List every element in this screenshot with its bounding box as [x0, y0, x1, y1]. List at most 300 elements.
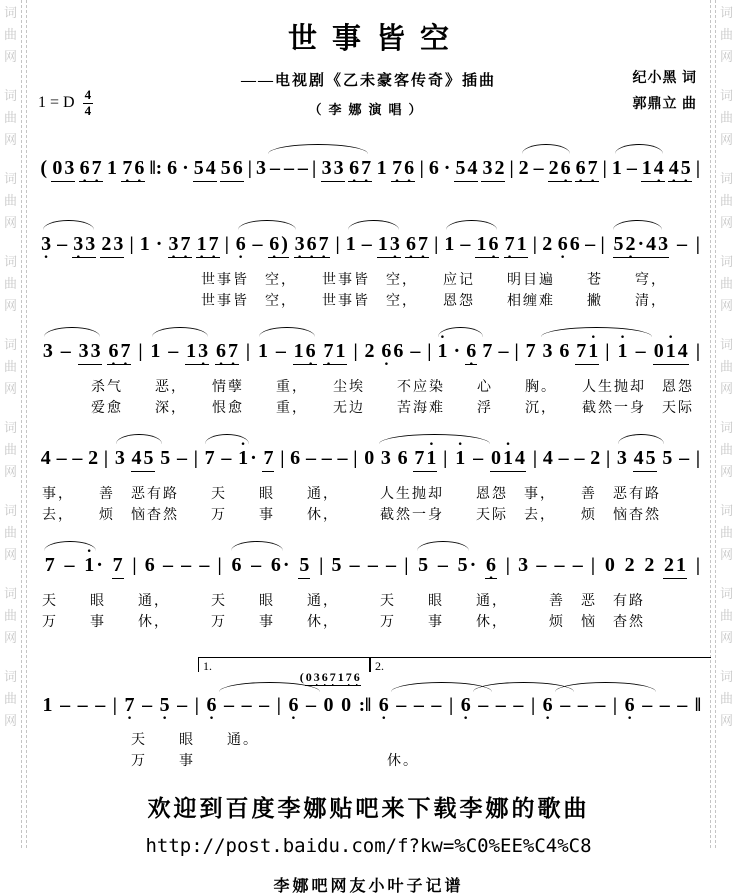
note: 6: [270, 554, 281, 576]
barline: |: [129, 234, 134, 255]
note: 3: [380, 447, 391, 469]
note: ·: [282, 554, 290, 576]
note-group: [257, 339, 269, 363]
note: · 1: [587, 339, 599, 363]
note: 3: [64, 157, 75, 179]
note: –: [349, 554, 360, 576]
note: –: [199, 554, 210, 576]
note-group: [196, 232, 220, 258]
note-group: [297, 156, 309, 180]
note-group: [594, 693, 606, 717]
note: 6 ·: [306, 232, 318, 256]
note: 5: [331, 554, 342, 576]
note-group: [413, 446, 437, 472]
watermark-text: [4, 670, 17, 727]
barline: |: [404, 555, 409, 576]
note: –: [283, 157, 294, 179]
barline: |: [695, 341, 701, 362]
note-group: [60, 339, 72, 363]
note: 6 ·: [268, 232, 280, 256]
note-group: [323, 693, 335, 717]
note: 3: [114, 447, 125, 469]
transcriber-credit: 李娜吧网友小叶子记谱: [273, 877, 464, 895]
note-group: [497, 339, 509, 363]
note-group: [114, 446, 126, 470]
note-group: [106, 156, 118, 180]
note-group: [481, 156, 505, 182]
music-system: [36, 537, 701, 633]
watermark-char: 词: [4, 586, 18, 601]
watermark-char: 词: [719, 171, 733, 186]
slur-arc: [116, 434, 162, 444]
slur-arc: [555, 682, 656, 692]
note: 5: [613, 233, 624, 255]
note-group: [465, 339, 477, 365]
slur-arc: [238, 220, 296, 230]
watermark-char: 词: [719, 88, 733, 103]
volta-label: 1.: [203, 659, 212, 673]
note: –: [577, 694, 588, 716]
barline: |: [138, 341, 143, 362]
slur-arc: [522, 144, 570, 154]
note: 3: [658, 233, 669, 255]
note: –: [495, 694, 506, 716]
lyrics-line: 世事皆 空， 世事皆 空， 应记 明目遍 苍 穹，: [201, 273, 667, 288]
left-dashed-border-outer: [21, 0, 22, 848]
note-group: [268, 232, 289, 258]
note-group: [453, 339, 462, 363]
slur-arc: [417, 541, 469, 551]
measure: [36, 232, 128, 258]
note: 2: [644, 554, 655, 576]
slur-arc: [348, 220, 399, 230]
note: 4: [467, 157, 478, 179]
note: 2: [590, 447, 601, 469]
note-group: [168, 232, 192, 258]
note: –: [677, 694, 688, 716]
note: 6 ·: [378, 693, 390, 717]
note: 3 ·: [294, 232, 306, 256]
note: 6 ·: [465, 339, 477, 363]
note: 7 ·: [391, 156, 403, 180]
note-group: [572, 553, 584, 577]
note-group: [78, 339, 102, 365]
note-group: [181, 156, 190, 180]
note-group: [144, 553, 156, 577]
note-group: [364, 339, 376, 363]
barline: |: [112, 695, 117, 716]
watermark-char: 曲: [4, 276, 18, 291]
music-system: [36, 140, 701, 182]
note: –: [72, 447, 83, 469]
note: 5: [662, 447, 673, 469]
note: 2: [494, 157, 505, 179]
note-group: [204, 446, 216, 470]
note: 1: [337, 670, 344, 684]
note-group: [542, 339, 554, 363]
note-group: [51, 156, 75, 182]
note-group: [72, 232, 96, 258]
measure: [200, 693, 276, 717]
watermark-char: 网: [719, 132, 733, 147]
measure: [425, 156, 509, 182]
note: · 1: [237, 446, 249, 470]
slur-arc: [268, 144, 368, 154]
note: 6 ·: [380, 339, 392, 363]
note-group: [613, 232, 670, 258]
note-group: [44, 553, 56, 577]
note-group: [348, 156, 372, 182]
note: 2: [364, 340, 375, 362]
measure: [135, 232, 224, 258]
note: 1: [150, 340, 161, 362]
watermark-text: [720, 338, 733, 395]
watermark-char: 曲: [719, 525, 733, 540]
note: 1: [376, 157, 387, 179]
note-group: [141, 693, 153, 717]
note-group: [241, 693, 253, 717]
note-group: [293, 339, 317, 365]
slur-arc: [618, 434, 664, 444]
measure: [282, 693, 358, 717]
barline: |: [280, 448, 285, 469]
note-group: [40, 232, 52, 256]
note: 1: [106, 157, 117, 179]
note: –: [410, 340, 421, 362]
note-group: [624, 693, 636, 717]
watermark-char: 词: [4, 88, 18, 103]
barline: |: [612, 695, 618, 716]
note-group: [635, 339, 647, 363]
note: 3: [333, 157, 344, 179]
watermark-char: 网: [4, 464, 18, 479]
measure: [536, 693, 612, 717]
watermark-char: 网: [719, 630, 733, 645]
measure: [454, 693, 530, 717]
note: –: [558, 447, 569, 469]
note: 1: [676, 554, 687, 576]
slur-arc: [541, 327, 652, 337]
note: –: [259, 694, 270, 716]
note-group: [495, 693, 507, 717]
note-group: [377, 232, 401, 258]
note: 1: [345, 233, 356, 255]
note: 2: [624, 554, 635, 576]
note: –: [574, 447, 585, 469]
note-group: [472, 446, 484, 470]
note: 6: [393, 340, 404, 362]
note: 0: [364, 447, 375, 469]
note: –: [60, 694, 71, 716]
note-group: [626, 156, 638, 180]
note-group: [193, 156, 217, 182]
note: 6 ·: [460, 693, 472, 717]
note-group: [367, 553, 379, 577]
note: 7: [204, 447, 215, 469]
note-group: [270, 553, 291, 577]
volta-bracket: [370, 657, 711, 672]
note-group: [63, 553, 75, 577]
measure: [538, 446, 605, 470]
note-group: [517, 553, 529, 577]
note: –: [337, 447, 348, 469]
note: ·: [637, 233, 645, 255]
note: 7: [482, 340, 493, 362]
note: 6 ·: [205, 693, 217, 717]
watermark-char: 词: [4, 337, 18, 352]
watermark-text: [4, 89, 17, 146]
note: 0: [491, 447, 502, 469]
note: 6 ·: [215, 339, 227, 363]
note: 0: [341, 694, 352, 716]
note-group: [475, 232, 499, 258]
note: –: [595, 694, 606, 716]
note-group: [79, 156, 103, 182]
song-title: 世事皆空: [287, 23, 464, 55]
lyrics-line: 去， 烦 恼杳然 万 事 休， 截然一身 天际 去， 烦 恼杳然: [42, 508, 661, 523]
watermark-text: [4, 6, 17, 63]
note-group: [542, 446, 554, 470]
watermark-char: 词: [719, 254, 733, 269]
note-group: [323, 339, 347, 365]
watermark-text: [720, 6, 733, 63]
note: 0: [653, 340, 664, 362]
note: 6 ·: [79, 156, 91, 180]
note-group: [525, 339, 537, 363]
note-group: [305, 693, 317, 717]
note-group: [380, 446, 392, 470]
barline: |: [247, 158, 252, 179]
lyrics-line: 万 事 休。: [131, 753, 419, 769]
note: 7 ·: [124, 693, 136, 717]
barline: |: [514, 341, 519, 362]
note: 4: [40, 447, 51, 469]
note: 4: [677, 340, 688, 362]
note: –: [513, 694, 524, 716]
note: 2 ·: [625, 232, 637, 256]
note: · 1: [502, 446, 514, 470]
barline: |: [509, 158, 514, 179]
performer-line: （李娜演唱）: [308, 102, 429, 117]
measure: [36, 693, 112, 717]
note: 7 ·: [360, 156, 372, 180]
note: ·: [182, 157, 189, 179]
note: –: [162, 554, 173, 576]
note-group: [554, 553, 566, 577]
note: 6: [397, 447, 408, 469]
note: 5: [143, 447, 154, 469]
barline: |: [600, 234, 605, 255]
note: · 1: [616, 339, 628, 363]
barline: :‖: [358, 695, 372, 716]
note: 4: [542, 447, 553, 469]
note: 7 ·: [121, 156, 133, 180]
note-group: [548, 156, 572, 182]
note-group: [481, 339, 493, 363]
note: 7 ·: [180, 232, 192, 256]
note: 6 ·: [557, 232, 569, 256]
note-group: [124, 693, 136, 717]
note-group: [205, 693, 217, 717]
watermark-char: 网: [719, 464, 733, 479]
lyrics-line: 天 眼 通。: [131, 732, 259, 748]
note-group: [258, 693, 270, 717]
note-group: [237, 446, 258, 470]
note-group: [112, 553, 124, 579]
note-group: [283, 156, 295, 180]
note: 3 ·: [389, 232, 401, 256]
measure: [358, 446, 442, 472]
note: –: [554, 554, 565, 576]
note: –: [585, 233, 596, 255]
note-group: [149, 339, 161, 363]
watermark-text: [4, 338, 17, 395]
note-group: [83, 553, 104, 577]
note: –: [572, 554, 583, 576]
measure: [618, 693, 694, 717]
note: 3: [616, 447, 627, 469]
note: 1: [257, 340, 268, 362]
note-group: [77, 693, 89, 717]
note: 5 ·: [680, 156, 692, 180]
notation-line: [36, 140, 701, 182]
notation-line: [36, 323, 701, 365]
credits: [633, 66, 698, 118]
barline: |: [311, 158, 317, 179]
note-group: [40, 446, 52, 470]
note: 7 ·: [227, 339, 239, 363]
note: 3 ·: [40, 232, 52, 256]
note: 5: [220, 157, 231, 179]
note: 1: [377, 233, 388, 255]
note-group: [413, 693, 425, 717]
note: –: [413, 694, 424, 716]
note: –: [460, 233, 471, 255]
note-group: [661, 446, 673, 470]
measure: [223, 553, 318, 579]
note: 3 ·: [197, 339, 209, 363]
note-group: [460, 693, 472, 717]
barline: |: [606, 448, 611, 469]
slur-arc: [231, 541, 283, 551]
note-group: [162, 553, 174, 577]
watermark-text: [720, 421, 733, 478]
barline: |: [532, 234, 537, 255]
note-group: [363, 446, 375, 470]
notation-line: [36, 216, 701, 258]
note-group: [215, 339, 239, 365]
note: 5: [418, 554, 429, 576]
note-group: [643, 553, 655, 577]
note-group: [131, 446, 155, 472]
note: ·: [96, 554, 103, 576]
note: 7: [44, 554, 55, 576]
watermark-char: 曲: [4, 608, 18, 623]
measure: [538, 232, 600, 256]
note: 6 ·: [575, 156, 587, 180]
barline: |: [132, 555, 137, 576]
note: 1: [516, 233, 527, 255]
note: ·: [443, 157, 451, 179]
download-url[interactable]: http://post.baidu.com/f?kw=%C0%EE%C4%C8: [145, 834, 592, 857]
song-header: [36, 0, 701, 138]
page-footer: [36, 790, 701, 896]
note-group: [557, 232, 581, 256]
note-group: [633, 446, 657, 472]
notation-line: [36, 430, 701, 472]
note-group: [361, 232, 373, 256]
right-dashed-border-inner: [710, 0, 711, 848]
note: 4: [131, 447, 142, 469]
note-group: [573, 446, 585, 470]
note-group: [294, 232, 330, 258]
note: 7: [414, 447, 425, 469]
measure: [36, 553, 131, 579]
measure: [285, 446, 352, 470]
note: 3: [518, 554, 529, 576]
watermark-char: 词: [4, 669, 18, 684]
note-group: [417, 553, 429, 577]
note-group: [624, 553, 636, 577]
watermark-text: [720, 670, 733, 727]
note: –: [269, 157, 280, 179]
note: 6: [232, 157, 243, 179]
song-subtitle: ——电视剧《乙未豪客传奇》插曲: [240, 73, 496, 89]
measure: [230, 232, 335, 258]
note: · 1: [83, 553, 95, 577]
key-signature: 1 = D: [38, 94, 75, 112]
slur-arc: [44, 327, 100, 337]
note-group: [512, 693, 524, 717]
measure: [253, 156, 311, 180]
barline: ‖: [694, 695, 701, 716]
measure: [317, 156, 418, 182]
note-group: [262, 446, 274, 472]
note: –: [560, 694, 571, 716]
barline: ‖:: [149, 158, 163, 179]
watermark-text: [720, 89, 733, 146]
note-group: [611, 156, 623, 180]
measure: [432, 339, 513, 365]
watermark-text: [720, 587, 733, 644]
measure: [324, 553, 403, 577]
measure: [448, 446, 532, 472]
note: 6 ·: [487, 232, 499, 256]
note-group: [443, 156, 452, 180]
note-group: [159, 693, 171, 717]
measure: [515, 156, 602, 182]
watermark-char: 词: [719, 586, 733, 601]
barline: |: [245, 341, 251, 362]
note: 4: [515, 447, 526, 469]
note-group: [437, 553, 449, 577]
barline: |: [193, 448, 198, 469]
barline: |: [353, 448, 358, 469]
note: –: [478, 694, 489, 716]
key-time-signature: [38, 88, 93, 119]
note: 5: [457, 554, 468, 576]
watermark-char: 曲: [4, 525, 18, 540]
note: · 1: [425, 446, 437, 470]
note-group: [287, 693, 299, 717]
measure: [520, 339, 604, 365]
barline: |: [276, 695, 281, 716]
left-dashed-border-inner: [26, 0, 27, 848]
note: 3 ·: [72, 232, 84, 256]
note-group: [235, 232, 247, 256]
time-signature: [83, 88, 94, 119]
note-group: [185, 339, 209, 365]
